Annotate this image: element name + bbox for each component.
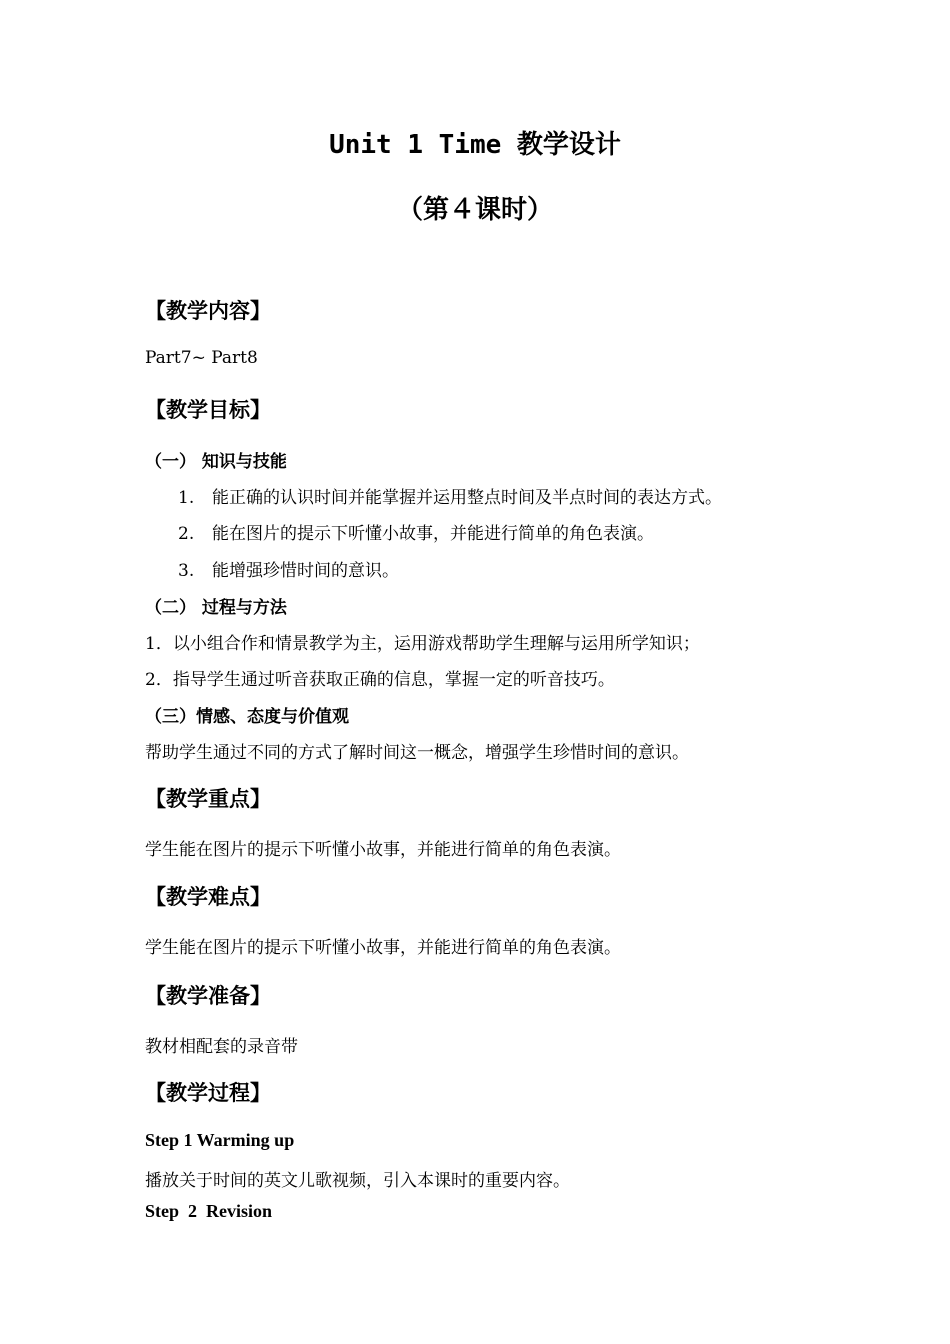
objective-item-number: 1. — [178, 488, 195, 508]
lesson-subtitle: （第４课时） — [396, 195, 553, 225]
objective-item-text: 能在图片的提示下听懂小故事，并能进行简单的角色表演。 — [212, 524, 654, 544]
step-heading: Step 1 Warming up — [145, 1130, 295, 1150]
emotion-values-heading: （三）情感、态度与价值观 — [145, 707, 349, 727]
objective-item-text: 能增强珍惜时间的意识。 — [212, 561, 399, 581]
preparation-text: 教材相配套的录音带 — [145, 1037, 298, 1057]
section-heading-procedure: 【教学过程】 — [145, 1081, 271, 1105]
section-heading-preparation: 【教学准备】 — [145, 984, 271, 1008]
emotion-values-text: 帮助学生通过不同的方式了解时间这一概念，增强学生珍惜时间的意识。 — [145, 743, 689, 763]
objective-item-number: 3. — [178, 561, 195, 581]
section-heading-content: 【教学内容】 — [145, 299, 271, 323]
objective-item — [178, 556, 399, 581]
section-heading-difficulties: 【教学难点】 — [145, 885, 271, 909]
content-text: Part7~ Part8 — [145, 348, 258, 368]
key-points-text: 学生能在图片的提示下听懂小故事，并能进行简单的角色表演。 — [145, 840, 621, 860]
objective-item-number: 2. — [178, 524, 195, 544]
document-title: Unit 1 Time 教学设计 — [329, 130, 621, 160]
process-item: 2．指导学生通过听音获取正确的信息，掌握一定的听音技巧。 — [145, 670, 615, 690]
process-methods-heading: （二） 过程与方法 — [145, 598, 287, 618]
process-item: 1．以小组合作和情景教学为主，运用游戏帮助学生理解与运用所学知识； — [145, 634, 700, 654]
section-heading-key-points: 【教学重点】 — [145, 787, 271, 811]
step-heading: Step 2 Revision — [145, 1201, 273, 1221]
knowledge-skills-heading: （一） 知识与技能 — [145, 452, 287, 472]
section-heading-objectives: 【教学目标】 — [145, 398, 271, 422]
step-text: 播放关于时间的英文儿歌视频，引入本课时的重要内容。 — [145, 1171, 570, 1191]
objective-item — [178, 519, 654, 544]
objective-item — [178, 483, 722, 508]
difficulties-text: 学生能在图片的提示下听懂小故事，并能进行简单的角色表演。 — [145, 938, 621, 958]
objective-item-text: 能正确的认识时间并能掌握并运用整点时间及半点时间的表达方式。 — [212, 488, 722, 508]
